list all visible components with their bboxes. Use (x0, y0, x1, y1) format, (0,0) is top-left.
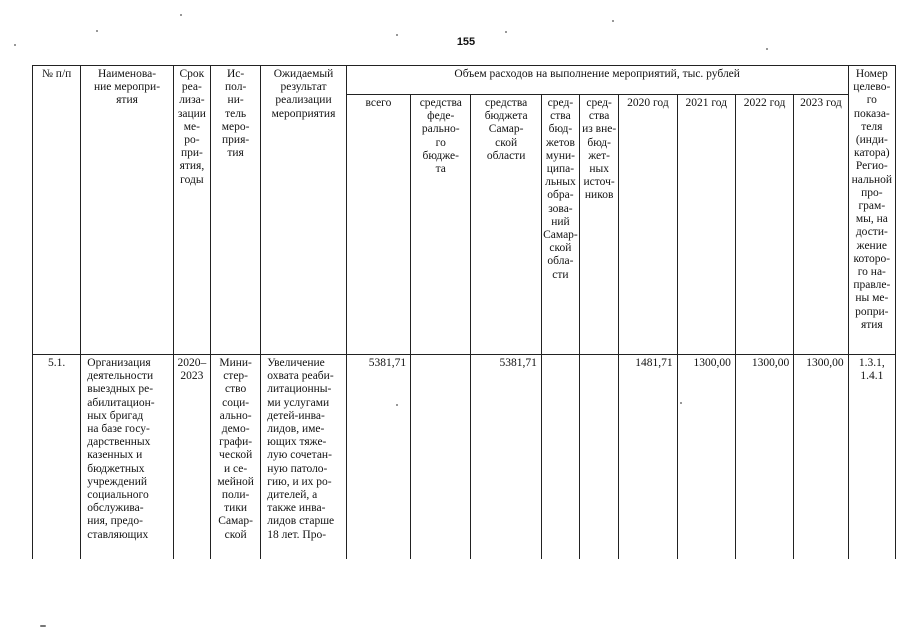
header-2023: 2023 год (794, 95, 848, 355)
header-row-top (33, 66, 896, 95)
header-2020: 2020 год (619, 95, 677, 355)
row-federal (411, 355, 471, 560)
header-name: Наименова- ние меропри- ятия (81, 66, 174, 355)
header-term: Срок реа- лиза- зации ме- ро- при- ятия, годы (173, 66, 210, 355)
header-expenses-group: Объем расходов на выполнение мероприятий, тыс. рублей (346, 66, 848, 95)
scan-speck (612, 20, 614, 22)
header-municipal: сред- ства бюд- жетов муни- ципа- льных обра- зова- ний Самар- ской обла- сти (541, 95, 579, 355)
row-extra (580, 355, 619, 560)
header-2022: 2022 год (735, 95, 793, 355)
scan-speck (180, 14, 182, 16)
scan-speck (505, 31, 507, 33)
row-2022: 1300,00 (735, 355, 793, 560)
header-regional: средства бюджета Самар- ской области (471, 95, 541, 355)
row-result: Увеличение охвата реаби- литационны- ми услугами детей-инва- лидов, име- ющих тяже- лую сочетан- ную патоло- гию, и их ро- дителей, а также инва- лидов старше 18 лет. Про- (261, 355, 346, 560)
row-term: 2020– 2023 (173, 355, 210, 560)
row-name: Организация деятельности выездных ре- абилитацион- ных бригад на базе госу- дарственных казенных и бюджетных учреждений социального обслужива- ния, предо- ставляющих (81, 355, 174, 560)
page-number: 155 (456, 36, 476, 48)
header-num: № п/п (33, 66, 81, 355)
row-regional: 5381,71 (471, 355, 541, 560)
header-indicator: Номер целево- го показа- теля (инди- катора) Регио- нальной про- грам- мы, на дости- жение которо- го на- правле- ны ме- ропри- ятия (848, 66, 895, 355)
header-executor: Ис- пол- ни- тель меро- прия- тия (210, 66, 260, 355)
scan-speck (96, 30, 98, 32)
row-executor: Мини- стер- ство соци- ально- демо- графи- ческой и се- мейной поли- тики Самар- ской (210, 355, 260, 560)
row-2021: 1300,00 (677, 355, 735, 560)
expenses-table (32, 65, 896, 559)
row-municipal (541, 355, 579, 560)
header-2021: 2021 год (677, 95, 735, 355)
row-total: 5381,71 (346, 355, 410, 560)
row-2020: 1481,71 (619, 355, 677, 560)
scan-speck (766, 48, 768, 50)
row-2023: 1300,00 (794, 355, 848, 560)
header-result: Ожидаемый результат реализации мероприятия (261, 66, 346, 355)
header-extra: сред- ства из вне- бюд- жет- ных источ- ников (580, 95, 619, 355)
table-row (33, 355, 896, 560)
scan-speck (40, 625, 46, 627)
scan-speck (14, 44, 16, 46)
row-num: 5.1. (33, 355, 81, 560)
scan-speck (396, 34, 398, 36)
header-federal: средства феде- рально- го бюдже- та (411, 95, 471, 355)
header-total: всего (346, 95, 410, 355)
row-indicator: 1.3.1, 1.4.1 (848, 355, 895, 560)
